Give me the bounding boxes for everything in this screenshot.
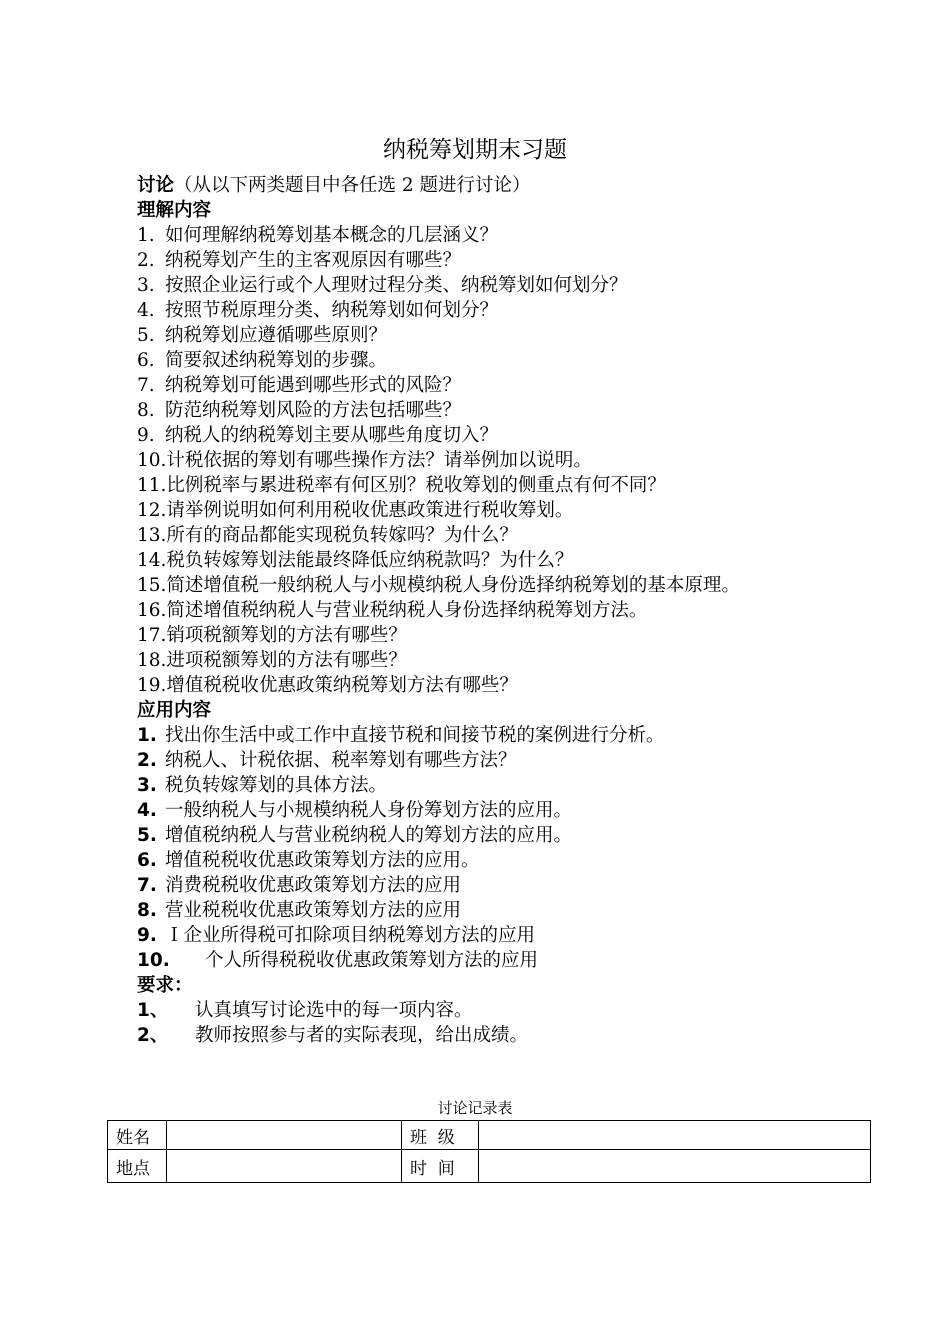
table-row: [108, 1121, 871, 1150]
list-item: [137, 548, 927, 573]
list-item-text: 简要叙述纳税筹划的步骤。: [165, 350, 388, 371]
place-label: 地点: [108, 1150, 167, 1183]
list-item-number: 8.: [137, 400, 155, 421]
list-item-number: 19.: [137, 675, 167, 696]
list-item: [137, 498, 927, 523]
list-item-number: 9.: [137, 425, 155, 446]
list-item-number: 14.: [137, 550, 167, 571]
discussion-heading: 讨论: [137, 175, 175, 196]
list-item-text: 一般纳税人与小规模纳税人身份筹划方法的应用。: [165, 800, 573, 821]
list-item-number: 15.: [137, 575, 167, 596]
list-item: [137, 398, 927, 423]
list-item-text: 按照节税原理分类、纳税筹划如何划分？: [165, 300, 499, 321]
list-item-text: 计税依据的筹划有哪些操作方法？请举例加以说明。: [166, 450, 592, 471]
list-item-number: 5.: [137, 825, 157, 846]
list-item: [137, 248, 927, 273]
list-item-number: 7.: [137, 375, 155, 396]
time-label: 时 间: [402, 1150, 479, 1183]
list-item-number: 9.: [137, 925, 157, 946]
list-item-text: 纳税人、计税依据、税率筹划有哪些方法？: [165, 750, 517, 771]
list-item-number: 18.: [137, 650, 167, 671]
list-item-number: 4.: [137, 300, 155, 321]
list-item-number: 6.: [137, 350, 155, 371]
list-item-text: 税负转嫁筹划法能最终降低应纳税款吗？为什么？: [166, 550, 574, 571]
list-item: [137, 723, 927, 748]
list-item-number: 8.: [137, 900, 157, 921]
list-item-number: 5.: [137, 325, 155, 346]
list-item-number: 13.: [137, 525, 167, 546]
list-item: [137, 298, 927, 323]
list-item: [137, 748, 927, 773]
requirements-list: [137, 998, 927, 1048]
list-item-number: 10.: [137, 950, 170, 971]
list-item: [137, 998, 927, 1023]
list-item-text: 税负转嫁筹划的具体方法。: [165, 775, 388, 796]
understanding-list: [137, 223, 927, 698]
list-item: [137, 573, 927, 598]
list-item-number: 6.: [137, 850, 157, 871]
application-heading: 应用内容: [137, 700, 212, 721]
time-field[interactable]: [479, 1150, 871, 1183]
page-title: 纳税筹划期末习题: [383, 137, 567, 163]
class-field[interactable]: [479, 1121, 871, 1150]
list-item-number: 11.: [137, 475, 167, 496]
requirements-heading: 要求：: [137, 975, 193, 996]
list-item: [137, 798, 927, 823]
list-item: [137, 948, 927, 973]
list-item-text: 认真填写讨论选中的每一项内容。: [195, 1000, 473, 1021]
list-item-text: 教师按照参与者的实际表现，给出成绩。: [195, 1025, 529, 1046]
list-item: [137, 848, 927, 873]
application-list: [137, 723, 927, 973]
discussion-record-table: [107, 1120, 871, 1183]
list-item-number: 1.: [137, 225, 155, 246]
list-item: [137, 348, 927, 373]
list-item: [137, 673, 927, 698]
list-item-text: 简述增值税纳税人与营业税纳税人身份选择纳税筹划方法。: [166, 600, 648, 621]
list-item-text: 个人所得税税收优惠政策筹划方法的应用: [205, 950, 539, 971]
list-item-text: 增值税税收优惠政策筹划方法的应用。: [165, 850, 480, 871]
list-item-text: 如何理解纳税筹划基本概念的几层涵义？: [165, 225, 499, 246]
list-item-number: 17.: [137, 625, 167, 646]
list-item-number: 2、: [137, 1025, 169, 1046]
list-item: [137, 873, 927, 898]
class-label: 班 级: [402, 1121, 479, 1150]
list-item: [137, 598, 927, 623]
name-field[interactable]: [167, 1121, 402, 1150]
list-item-text: 纳税筹划产生的主客观原因有哪些？: [165, 250, 462, 271]
list-item: [137, 523, 927, 548]
list-item-text: 增值税纳税人与营业税纳税人的筹划方法的应用。: [165, 825, 573, 846]
list-item-text: 防范纳税筹划风险的方法包括哪些？: [165, 400, 462, 421]
list-item-number: 7.: [137, 875, 157, 896]
list-item-number: 3.: [137, 775, 157, 796]
name-label: 姓名: [108, 1121, 167, 1150]
list-item-number: 1、: [137, 1000, 169, 1021]
place-field[interactable]: [167, 1150, 402, 1183]
understanding-heading: 理解内容: [137, 200, 212, 221]
list-item-number: 16.: [137, 600, 167, 621]
list-item: [137, 823, 927, 848]
table-row: [108, 1150, 871, 1183]
list-item-number: 2.: [137, 750, 157, 771]
list-item-text: 增值税税收优惠政策纳税筹划方法有哪些？: [166, 675, 518, 696]
record-table-caption: 讨论记录表: [437, 1099, 513, 1117]
list-item-text: 营业税税收优惠政策筹划方法的应用: [165, 900, 462, 921]
content-body: [137, 173, 927, 1048]
list-item-text: 请举例说明如何利用税收优惠政策进行税收筹划。: [166, 500, 574, 521]
list-item: [137, 448, 927, 473]
discussion-heading-line: [137, 173, 927, 198]
list-item: [137, 923, 927, 948]
list-item-text: 纳税筹划可能遇到哪些形式的风险？: [165, 375, 462, 396]
list-item-text: 比例税率与累进税率有何区别？税收筹划的侧重点有何不同？: [166, 475, 666, 496]
list-item-text: 按照企业运行或个人理财过程分类、纳税筹划如何划分？: [165, 275, 628, 296]
list-item: [137, 473, 927, 498]
list-item-text: 简述增值税一般纳税人与小规模纳税人身份选择纳税筹划的基本原理。: [166, 575, 740, 596]
list-item-number: 1.: [137, 725, 157, 746]
list-item-number: 4.: [137, 800, 157, 821]
list-item: [137, 273, 927, 298]
list-item: [137, 898, 927, 923]
list-item-text: 找出你生活中或工作中直接节税和间接节税的案例进行分析。: [165, 725, 665, 746]
list-item-number: 3.: [137, 275, 155, 296]
discussion-note: （从以下两类题目中各任选 2 题进行讨论）: [174, 175, 531, 196]
list-item-text: 消费税税收优惠政策筹划方法的应用: [165, 875, 462, 896]
list-item-text: 纳税筹划应遵循哪些原则？: [165, 325, 388, 346]
list-item-text: 所有的商品都能实现税负转嫁吗？为什么？: [166, 525, 518, 546]
list-item-number: 2.: [137, 250, 155, 271]
list-item: [137, 373, 927, 398]
list-item: [137, 223, 927, 248]
list-item: [137, 623, 927, 648]
list-item: [137, 323, 927, 348]
list-item: [137, 648, 927, 673]
list-item-text: Ｉ企业所得税可扣除项目纳税筹划方法的应用: [165, 925, 536, 946]
list-item: [137, 773, 927, 798]
list-item: [137, 423, 927, 448]
list-item-number: 12.: [137, 500, 167, 521]
list-item-text: 纳税人的纳税筹划主要从哪些角度切入？: [165, 425, 499, 446]
list-item-text: 进项税额筹划的方法有哪些？: [166, 650, 407, 671]
list-item: [137, 1023, 927, 1048]
list-item-number: 10.: [137, 450, 167, 471]
list-item-text: 销项税额筹划的方法有哪些？: [166, 625, 407, 646]
